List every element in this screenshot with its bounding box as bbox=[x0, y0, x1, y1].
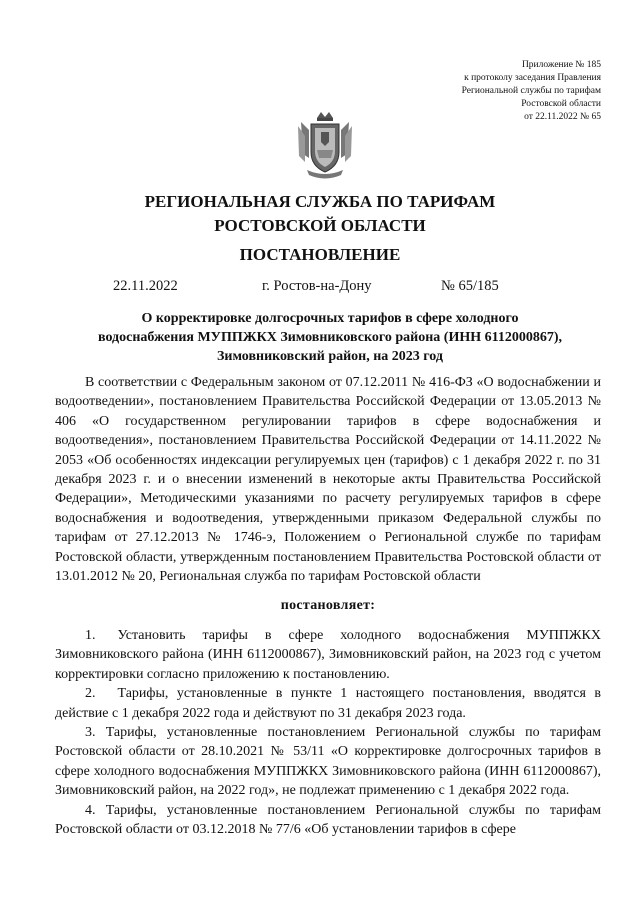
subject-line: водоснабжения МУППЖКХ Зимовниковского района (ИНН 6112000867), bbox=[98, 330, 562, 345]
document-type: ПОСТАНОВЛЕНИЕ bbox=[239, 245, 401, 264]
resolves-heading: постановляет: bbox=[280, 598, 376, 614]
item-number: 3. bbox=[85, 724, 96, 740]
item-text: Тарифы, установленные постановлением Региональной службы по тарифам Ростовской области от 03.12.2018 № 77/6 «Об установлении тарифов в сфере bbox=[55, 802, 601, 837]
annex-line: от 22.11.2022 № 65 bbox=[524, 112, 601, 122]
resolution-item bbox=[55, 801, 601, 840]
resolution-item bbox=[55, 626, 601, 684]
annex-line: Приложение № 185 bbox=[521, 60, 601, 70]
org-line: РОСТОВСКОЙ ОБЛАСТИ bbox=[214, 216, 426, 235]
preamble-paragraph: В соответствии с Федеральным законом от 07.12.2011 № 416-ФЗ «О водоснабжении и водоотведении», постановлением Правительства Российской Федерации от 13.05.2013 № 406 «О государственном регулировании тарифов в сфере водоснабжения и водоотведения», постановлением Правительства Российской Федерации от 14.11.2022 № 2053 «Об особенностях индексации регулируемых цен (тарифов) с 1 декабря 2022 г. по 31 декабря 2023 г. и о внесении изменений в некоторые акты Правительства Российской Федерации», Методическими указаниями по расчету регулируемых тарифов в сфере водоснабжения и водоотведения, утвержденными приказом Федеральной службы по тарифам от 27.12.2013 № 1746-э, Положением о Региональной службе по тарифам Ростовской области, утвержденным постановлением Правительства Ростовской области от 13.01.2012 № 20, Региональная служба по тарифам Ростовской области bbox=[55, 375, 601, 585]
document-date: 22.11.2022 bbox=[113, 278, 178, 294]
item-text: Тарифы, установленные постановлением Региональной службы по тарифам Ростовской области от 28.10.2021 № 53/11 «О корректировке долгосрочных тарифов в сфере холодного водоснабжения МУППЖКХ Зимовниковского района (ИНН 6112000867), Зимовниковский район, на 2022 год», не подлежат применению с 1 декабря 2022 года. bbox=[55, 724, 601, 799]
item-text: Тарифы, установленные в пункте 1 настоящего постановления, вводятся в действие с 1 декабря 2022 года и действуют по 31 декабря 2023 года. bbox=[55, 686, 601, 721]
document-city: г. Ростов-на-Дону bbox=[262, 278, 372, 294]
document-number: № 65/185 bbox=[441, 278, 499, 294]
annex-line: Ростовской области bbox=[521, 99, 601, 109]
coat-of-arms-icon bbox=[295, 108, 355, 180]
organization-name bbox=[0, 190, 640, 238]
subject-line: О корректировке долгосрочных тарифов в сфере холодного bbox=[141, 311, 519, 326]
subject-line: Зимовниковский район, на 2023 год bbox=[216, 349, 443, 364]
document-body bbox=[55, 373, 601, 839]
item-number: 1. bbox=[85, 627, 96, 643]
item-text: Установить тарифы в сфере холодного водоснабжения МУППЖКХ Зимовниковского района (ИНН 6112000867), Зимовниковский район, на 2023 год с учетом корректировки согласно приложению к постановлению. bbox=[55, 627, 601, 682]
org-line: РЕГИОНАЛЬНАЯ СЛУЖБА ПО ТАРИФАМ bbox=[144, 192, 496, 211]
resolution-item bbox=[55, 723, 601, 801]
annex-line: Региональной службы по тарифам bbox=[461, 86, 601, 96]
item-number: 4. bbox=[85, 802, 96, 818]
annex-note bbox=[462, 59, 601, 124]
item-number: 2. bbox=[85, 686, 96, 702]
annex-line: к протоколу заседания Правления bbox=[464, 73, 601, 83]
document-subject bbox=[50, 309, 610, 366]
resolution-item bbox=[55, 684, 601, 723]
